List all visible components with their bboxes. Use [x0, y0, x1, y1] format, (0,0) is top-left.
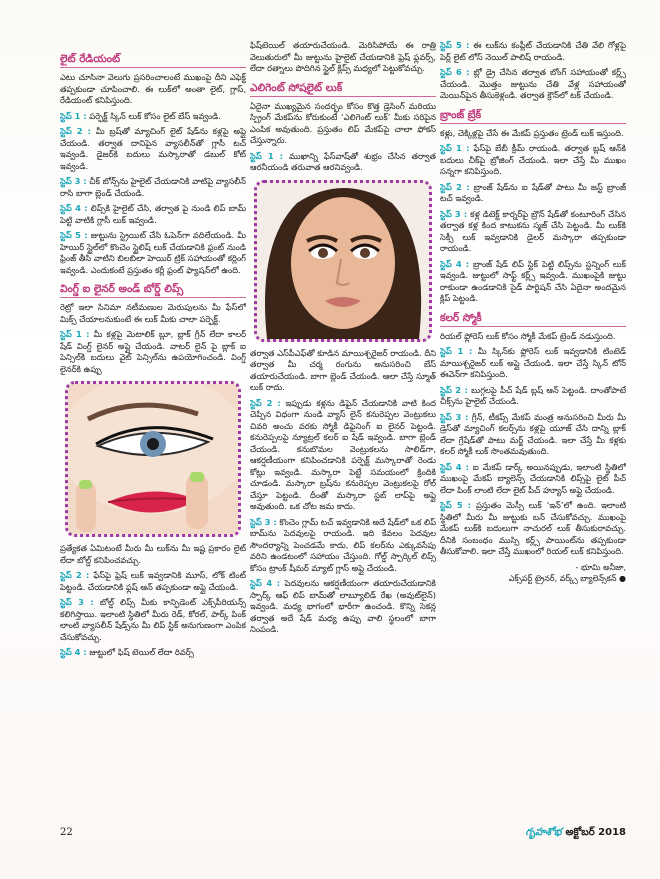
- step-text: ప్రస్తుతం మెస్సీ లుక్ ‘ఇన్’లో ఉంది. ఇలాంటి స్థితిలో మీరు మీ జుట్టుకు బన్ చేసుకోవచ్చు. ముఖంపై మేకప్ లుక్‌కి బదులుగా నాచురల్ లుక్ తీసుకురావచ్చు. దీనికి సంబంధం ముస్సి కర్ల్స్ పాయింట్‌ను తప్పకుండా తీసుకోవాలి. ఇలా చేస్తే ముఖంలో రియల్ లుక్ కనిపిస్తుంది.: [440, 500, 626, 556]
- step-paragraph: [60, 597, 246, 643]
- page-number: 22: [60, 827, 73, 838]
- footer-publication: [525, 826, 626, 840]
- step-paragraph: [60, 647, 246, 659]
- step-paragraph: [250, 151, 436, 174]
- magazine-name: గృహశోభ: [525, 827, 562, 838]
- step-text: లిప్స్‌కి హైలైట్ చేసి, తర్వాత పై నుండి లిప్ బామ్ పెట్టి వాటికి గ్లాసీ లుక్ ఇవ్వండి.: [60, 203, 246, 225]
- page-footer: [60, 826, 626, 840]
- step-label: స్టెప్ 1 :: [60, 329, 90, 339]
- step-text: బ్రాంజ్ షేడ్‌ను ఐ షేడ్‌తో పాటు మీ జస్ట్ బ్రాంజ్ టచ్ ఇవ్వండి.: [440, 181, 626, 203]
- section-paragraph: ఏదైనా ముఖ్యమైన సందర్భం కోసం కొత్త డ్రెసింగ్ మరియు స్ప్రింగ్ మేకప్‌ను కోరుకుంటే ‘ఎలిగెంట్ లుక్’ మీకు సరిపైన ఎంపిక అవుతుంది. ప్రస్తుతం లిప్ మేకప్‌పై చాలా ఫోకస్ చేస్తున్నారు.: [250, 100, 436, 145]
- step-label: స్టెప్ 4 :: [440, 461, 469, 472]
- step-paragraph: [440, 500, 626, 558]
- step-paragraph: [60, 111, 246, 123]
- step-label: స్టెప్ 4 :: [60, 647, 87, 657]
- step-paragraph: [440, 259, 626, 305]
- step-text: ఈ లుక్‌ను కంప్లీట్ చేయడానికి చేతి వేలి గోళ్లపై పెర్ల్ లైట్ లోస్ నెయిల్ పాలిష్ రాయండి.: [440, 40, 626, 62]
- step-text: కళ్ల డిటెక్ట్ కార్నర్‌పై బ్రౌన్ షేడ్‌తో కంటూరింగ్ చేసిన తర్వాత కళ్ల కింద కాటుకను స్మజ్ చేసి పెట్టండి. మీ లుక్‌కి సెక్సీ లుక్ ఇవ్వడానికి డైలర్ మస్కారా తప్పకుండా రాయండి.: [440, 208, 626, 253]
- step-paragraph: [60, 203, 246, 226]
- step-paragraph: [60, 570, 246, 593]
- author-role: ఎక్స్‌పర్ట్ ట్రైనర్, వర్క్స్ బ్యాలెన్స్‌కన్ ●: [508, 573, 626, 583]
- step-text: ఫేస్‌పై బేబీ క్రీమ్ రాయండి. తర్వాత బ్లష్ ఆన్‌కి బదులు చీక్‌పై బ్రోజింగ్ చేయండి. ఇలా చేస్తే మీ ముఖం సన్నగా కనిపిస్తుంది.: [440, 143, 626, 176]
- step-paragraph: [60, 176, 246, 199]
- step-paragraph: [60, 230, 246, 276]
- step-label: స్టెప్ 4 :: [60, 203, 88, 213]
- section-paragraph: తర్వాత ఎస్‌పీఎఫ్‌తో కూడిన మాయిశ్చరైజర్ రాయండి. దీని తర్వాత మీ చర్మ రంగును అనుసరించి బేస్ తయారుచేయండి. బాగా బ్లెండ్ చేయండి. ఆలా చేస్తే స్మూత్ లుక్ రాదు.: [250, 347, 436, 392]
- step-text: ఐ మేకప్ డార్క్ అయినప్పుడు, ఇలాంటి స్థితిలో ముఖంపై మేకప్ బ్యాలెన్స్ చేయడానికి లిప్స్‌పై లైట్ పీచ్ లేదా పింక్ లాంటి లేదా లైట్ పీచ్ హ్యూస్ అప్లై చేయండి.: [440, 461, 626, 495]
- article-column-2: [250, 40, 436, 820]
- model-face-photo: [254, 180, 432, 342]
- step-text: బ్రాంజ్ షేడ్ లిప్ స్టిక్ పెట్టి లిప్స్‌ను స్టన్నింగ్ లుక్ ఇవ్వండి. జుట్టులో సాఫ్ట్ కర్ల్స్ ఇవ్వండి. ముఖంపైకి జుట్టు రాకుండా ఉండడానికి సైడ్ పార్టిషన్ చేసి ఏదైనా అందమైన క్లిప్ పెట్టండి.: [440, 258, 626, 303]
- step-text: ఫేస్‌పై ఫ్రెష్ లుక్ ఇవ్వడానికి మూస్, లోక్ టింట్ పెట్టండి. చేయడానికి ఫ్లష్ ఆన్ తప్పకుండా అప్లై చేయండి.: [60, 570, 246, 592]
- step-paragraph: [250, 578, 436, 636]
- step-label: స్టెప్ 3 :: [60, 597, 94, 607]
- article-column-1: [60, 40, 246, 820]
- step-text: ముఖాన్ని ఫేస్‌వాష్‌తో శుభ్రం చేసిన తర్వాత ఆరనీయండి తరువాత ఆరనివ్వండి.: [250, 150, 436, 172]
- step-label: స్టెప్ 4 :: [250, 578, 281, 588]
- step-text: జుట్టులో ఫిష్ టెయిల్ లేదా రివర్స్: [89, 647, 194, 657]
- step-text: ఇప్పుడు కళ్లను డిఫైన్ చేయడానికి వాటి కింద చెప్పిన విధంగా నుండి వ్యాస్ లైన్ కనురెప్పల వెంట్రుకలు చివరి అంచు వరకు స్మోకీ డిఫైనింగ్ ఐ లైనర్ పెట్టండి. కనురెప్పలపై న్యూట్రల్ కలర్ ఐ షేడ్ ఇవ్వండి. బాగా బ్లెండ్ చేయండి. కనుబొమల వెంట్రుకలను సాలిడ్‌గా, ఆకర్షణీయంగా కనిపించడానికి పర్ఫెక్ట్ మస్కారాతో రెండు కోట్లు ఇవ్వండి. మస్కారా పెట్టే సమయంలో క్రిందికి చూడండి. మస్కారా బ్రష్‌ను కనురెప్పల వెంట్రుకలపై రోల్ చేస్తూ పెట్టండి. దీంతో మస్కారా స్టబ్ లాప్‌పై అప్లై అవుతుంది. ఒక చోట జమ కాదు.: [250, 397, 436, 511]
- step-text: పెదవులను ఆకర్షణీయంగా తయారుచేయడానికి స్పార్క్ ఆఫ్ లిప్ బామ్‌తో లాబ్యూలిడ్ రేఖ (అవుట్‌లైన్) ఇవ్వండి. మధ్య భాగంలో భారీగా ఉంచండి. కొన్ని సెకన్ల తర్వాత అదే షేడ్ మధ్య ఉప్పు వాలి స్థలంలో బాగా నింపండి.: [250, 578, 436, 634]
- step-text: చీక్ బోన్స్‌ను హైలైట్ చేయడానికి వాటిపై వ్యాసలీన్ రాసి బాగా బ్లెండ్ చేయండి.: [60, 176, 246, 198]
- step-label: స్టెప్ 1 :: [440, 346, 473, 356]
- step-label: స్టెప్ 5 :: [440, 40, 470, 50]
- step-label: స్టెప్ 2 :: [440, 384, 468, 395]
- step-label: స్టెప్ 1 :: [60, 110, 87, 121]
- section-heading-winged-liner: వింగ్డ్ ఐ లైనర్ అండ్ బోర్డ్ లిప్స్: [60, 282, 246, 298]
- step-paragraph: [440, 462, 626, 497]
- section-paragraph: రెట్రో ఇలా సినిమా నటీమణుల మెరుపులను మీ ఫేస్‌లో మిక్స్ చేయాలనుకుంటే ఈ లుక్ మీకు చాలా పర్ఫెక్ట్.: [60, 302, 246, 324]
- step-text: బుగ్గలపై పీచ్ షేడ్ బ్లష్ ఆన్ పెట్టండి. దాంతోపాటే చీక్స్‌ను హైలైట్ చేయండి.: [440, 384, 626, 406]
- step-label: స్టెప్ 3 :: [440, 411, 469, 422]
- step-text: మీ బ్రష్‌తో మ్యాచింగ్ లైట్ షేడ్‌ను కళ్లపై అప్లై చేయండి. తర్వాత దానిపైన వ్యాసలీన్‌తో గ్లాసీ టచ్ ఇవ్వండి. డైజర్‌కి బదులు మస్కారాతో డబుల్ కోట్ ఇవ్వండి.: [60, 126, 246, 171]
- step-label: స్టెప్ 1 :: [440, 143, 470, 153]
- step-label: స్టెప్ 3 :: [60, 176, 87, 186]
- step-text: బోల్డ్ లిప్స్ మీకు కాన్ఫిడెంట్ ఎక్స్‌పీరియన్స్ కలిగిస్తాయి. ఇలాంటి స్థితిలో మీరు రెడ్, కోరల్, పార్క్ పింక్ లాంటి వ్యాసలీన్ షేడ్స్‌ను మీ లిప్ స్టిక్ అనుగుణంగా ఎంపిక చేసుకోవచ్చు.: [60, 597, 246, 642]
- step-label: స్టెప్ 5 :: [440, 500, 472, 510]
- step-label: స్టెప్ 2 :: [60, 570, 90, 580]
- step-label: స్టెప్ 2 :: [440, 181, 470, 192]
- author-credit: [440, 562, 626, 584]
- intro-paragraph: ఎటు చూసినా వెలుగు ప్రసరించాలంటే ముఖంపై దీని ఎఫెక్ట్ తప్పకుండా చూపించాలి. ఈ లుక్‌లో అంతా లైట్, గ్లాస్, రేడియంట్ కనిపిస్తుంది.: [60, 72, 246, 105]
- section-heading-light-radiant: లైట్ రేడియంట్: [60, 52, 246, 68]
- section-paragraph: రియల్ ఫ్లోరెస్ లుక్ కోసం స్మోకీ మేకప్ ట్రెండ్ నడుస్తుంది.: [440, 330, 616, 341]
- step-label: స్టెప్ 2 :: [250, 397, 281, 408]
- article-column-3: [440, 40, 626, 820]
- step-paragraph: [440, 412, 626, 458]
- step-text: మీ స్కిన్‌కు ఫ్లోరెస్ లుక్ ఇవ్వడానికి టింటెడ్ మాయిశ్చరైజర్ లుక్ అప్లై చేయండి. ఇలా చేస్తే స్కిన్ టోన్ ఈవెన్‌గా కనిపిస్తుంది.: [440, 346, 626, 379]
- step-text: మీ కళ్లపై మెటాలిక్ బ్లూ, బ్లాక్ గ్రీన్ లేదా కాలర్ షేడ్ వింగ్డ్ లైనర్ అప్లై చేయండి. వాటర్ లైన్ పై బ్లాక్ ఐ పెన్సిల్‌కి బదులు వైట్ పెన్సిల్‌ను ఉపయోగించండి. వింగ్డ్ లైనర్‌కి ఉప్పు: [60, 329, 246, 374]
- step-paragraph: [250, 517, 436, 575]
- step-paragraph: [440, 40, 626, 63]
- step-paragraph: [440, 143, 626, 178]
- step-text: బ్లో డ్రై చేసిన తర్వాత బోంగ్ సహాయంతో కర్ల్స్ చేయండి. మొత్తం జుట్టును చేతి వేళ్ల సహాయంతో మెయిన్‌పైన తీసుకెళ్లండి. తర్వాత క్రౌన్‌లో టక్ చేయండి.: [440, 67, 626, 100]
- step-text: పర్ఫెక్ట్ స్కిన్ లుక్ కోసం లైట్ బేస్ ఇవ్వండి.: [89, 110, 221, 121]
- step-text: గ్రీన్, టీకప్స్ మేకప్ మంత్ర అనుసరించి మీరు మీ డ్రెస్‌తో మ్యాచింగ్ కలర్స్‌ను కళ్లపై యూజ్ చేసి దాన్ని బ్లాక్ లేదా గ్రేషేడ్‌తో పాటు మర్జ్ చేయండి. ఇలా చేస్తే మీ కళ్లకు కలర్ స్మోకీ లుక్ సొంతమవుతుంది.: [440, 411, 626, 456]
- step-paragraph: [60, 329, 246, 375]
- section-paragraph: కళ్లు, చెక్కిళ్లపై చేసే ఈ మేకప్ ప్రస్తుతం ట్రెండ్ లుక్ ఇస్తుంది.: [440, 127, 624, 138]
- step-paragraph: [440, 182, 626, 205]
- step-label: స్టెప్ 3 :: [250, 516, 277, 527]
- section-heading-elegant-socialite: ఎలిగెంట్ సోషలైట్ లుక్: [250, 81, 436, 97]
- step-paragraph: [440, 346, 626, 381]
- step-paragraph: [440, 209, 626, 255]
- step-label: స్టెప్ 3 :: [440, 208, 468, 219]
- eye-makeup-photo: [65, 381, 241, 537]
- step-label: స్టెప్ 1 :: [250, 150, 284, 161]
- continued-paragraph: ఫిష్‌టెయిల్ తయారుచేయండి. మెరిసిపోయే ఈ రాత్రి వెలుతురులో మీ జుట్టును హైలైట్ చేయడానికి ఫ్రెష్ ఫ్లవర్స్, లేదా రత్నాలు పొదిగిన స్టైల్ క్లిప్స్ మధ్యలో పెట్టుకోవచ్చు.: [250, 40, 436, 73]
- bullet-icon: ●: [619, 573, 626, 583]
- step-paragraph: [440, 385, 626, 408]
- section-paragraph: ప్రత్యేకత ఏమిటంటే మీరు మీ లుక్‌ను మీ ఇష్ట ప్రకారం లైట్ లేదా బోల్డ్ కనిపించవచ్చు.: [60, 543, 246, 565]
- section-heading-bronze-break: బ్రాంజ్ బ్రేక్: [440, 108, 626, 124]
- step-label: స్టెప్ 5 :: [60, 230, 88, 240]
- step-label: స్టెప్ 6 :: [440, 67, 470, 77]
- step-label: స్టెప్ 2 :: [60, 126, 91, 136]
- section-heading-color-smoky: కలర్ స్మోకీ: [440, 311, 626, 327]
- step-paragraph: [60, 126, 246, 172]
- step-paragraph: [440, 67, 626, 102]
- step-text: జుట్టును స్ట్రెయిట్ చేసి ఓపెన్‌గా వదిలేయండి. మీ హెయిర్ స్టైల్‌లో కొంచెం స్టైలిష్ లుక్ చేయడానికి ఫ్రంట్ నుండి ఫ్రింజ్ తీసి వాటిని బిలబిలా హెయిర్ ట్రిక్ సహాయంతో కర్లింగ్ ఇవ్వండి. ఎందుకంటే ప్రస్తుతం కర్లీ ఫ్రంట్ ఫ్యాషన్‌లో ఉంది.: [60, 230, 246, 275]
- issue-date: అక్టోబర్ 2018: [565, 827, 626, 838]
- step-label: స్టెప్ 4 :: [440, 258, 470, 269]
- author-name: - భూమి అనీజా,: [575, 562, 626, 572]
- step-text: కొంచెం గ్లామ్ టచ్ ఇవ్వడానికి అదే షేడ్‌లో ఒక లిప్ బామ్‌ను పెదవులపై రాయండి. ఇది కేవలం పెదవుల సౌందర్యాన్ని పెంచడమే కాదు, లిప్ కలర్‌ను ఎక్కువసేపు వరిని ఉండటంలో సహాయం చేస్తుంది. గోల్డ్ స్పార్కిల్ లిప్స్ కోసం ట్రాంక్ షీమర్ మ్యాట్ గ్లాస్ అప్లై చేయండి.: [250, 516, 436, 573]
- step-paragraph: [250, 398, 436, 513]
